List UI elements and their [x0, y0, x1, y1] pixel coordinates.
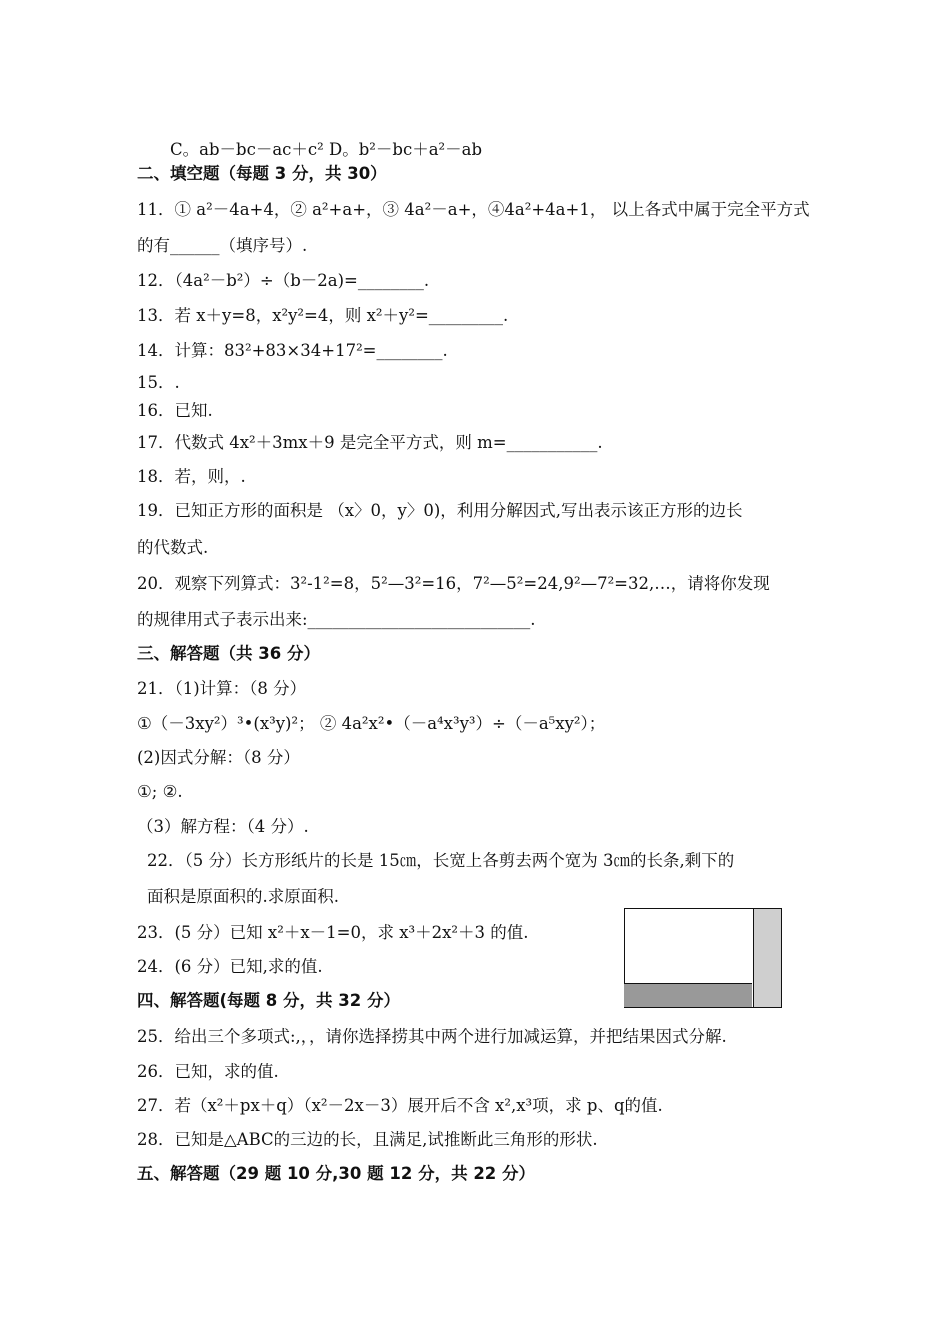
question-26: 26．已知，求的值.	[137, 1062, 279, 1081]
rectangle-bottom-strip	[624, 983, 752, 1007]
question-19-line-1: 19．已知正方形的面积是 （x〉0，y〉0)，利用分解因式,写出表示该正方形的边长	[137, 501, 743, 520]
section-2-heading: 二、填空题（每题 3 分，共 30）	[137, 164, 387, 183]
question-21-part-1: ①（－3xy²）³•(x³y)²； ② 4a²x²•（－a⁴x³y³）÷（－a⁵xy²）；	[137, 714, 606, 733]
question-20-line-1: 20．观察下列算式：3²-1²=8，5²—3²=16，7²—5²=24,9²—7²=32,…，请将你发现	[137, 574, 770, 593]
question-18: 18．若，则，.	[137, 467, 246, 486]
question-20-line-2: 的规律用式子表示出来:___________________________.	[137, 610, 536, 629]
option-cd-line: C。ab－bc－ac＋c² D。b²－bc＋a²－ab	[170, 140, 483, 159]
question-11-line-2: 的有______（填序号）.	[137, 236, 308, 255]
question-27: 27．若（x²＋px＋q）（x²－2x－3）展开后不含 x²,x³项，求 p、q的值.	[137, 1096, 663, 1115]
question-22-line-1: 22．（5 分）长方形纸片的长是 15㎝，长宽上各剪去两个宽为 3㎝的长条,剩下的	[147, 851, 735, 870]
question-12: 12．（4a²－b²）÷（b－2a)=________.	[137, 271, 430, 290]
question-25: 25．给出三个多项式:,，，请你选择捞其中两个进行加减运算，并把结果因式分解.	[137, 1027, 727, 1046]
question-28: 28．已知是△ABC的三边的长，且满足,试推断此三角形的形状.	[137, 1130, 598, 1149]
question-21-part-2: (2)因式分解：（8 分）	[137, 748, 300, 767]
question-14: 14．计算：83²+83×34+17²=________.	[137, 341, 448, 360]
question-17: 17．代数式 4x²＋3mx＋9 是完全平方式，则 m=___________.	[137, 433, 603, 452]
rectangle-figure	[624, 908, 782, 1008]
question-15: 15．.	[137, 373, 180, 392]
question-21-part-2-items: ①; ②.	[137, 782, 183, 801]
rectangle-right-strip	[753, 908, 782, 1008]
section-3-heading: 三、解答题（共 36 分）	[137, 644, 320, 663]
question-22-line-2: 面积是原面积的.求原面积.	[147, 887, 339, 906]
question-24: 24．(6 分）已知,求的值.	[137, 957, 323, 976]
question-13: 13．若 x＋y=8，x²y²=4，则 x²＋y²=_________.	[137, 306, 509, 325]
question-21: 21．（1)计算：（8 分）	[137, 679, 307, 698]
question-19-line-2: 的代数式.	[137, 538, 209, 557]
question-11-line-1: 11．① a²－4a+4，② a²+a+，③ 4a²－a+，④4a²+4a+1， 以上各式中属于完全平方式	[137, 200, 810, 219]
section-5-heading: 五、解答题（29 题 10 分,30 题 12 分，共 22 分）	[137, 1164, 536, 1183]
section-4-heading: 四、解答题(每题 8 分，共 32 分）	[137, 991, 400, 1010]
question-23: 23．(5 分）已知 x²＋x－1=0，求 x³＋2x²＋3 的值.	[137, 923, 529, 942]
question-21-part-3: （3）解方程：（4 分）.	[137, 817, 309, 836]
question-16: 16．已知.	[137, 401, 213, 420]
